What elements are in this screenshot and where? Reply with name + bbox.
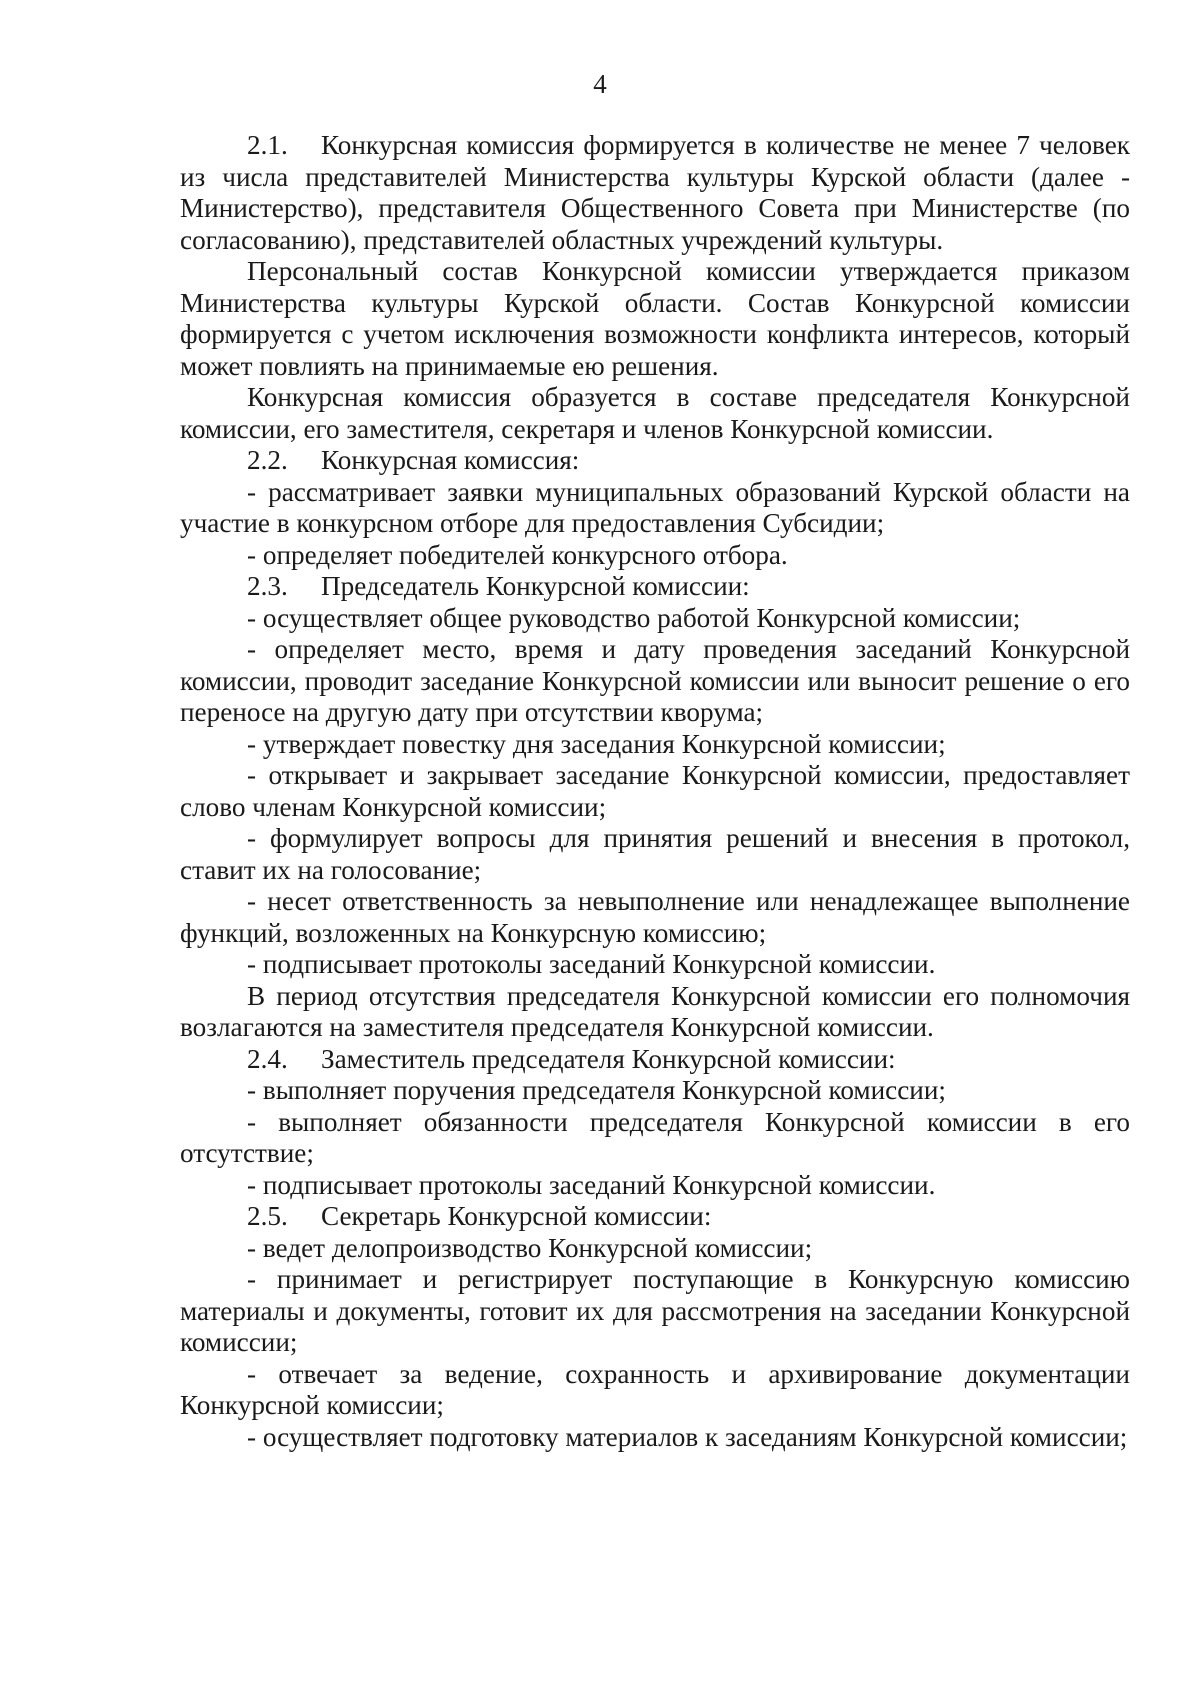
paragraph-text: - отвечает за ведение, сохранность и архивирование документации Конкурсной комиссии;: [180, 1358, 1130, 1420]
paragraph: [180, 1170, 1130, 1202]
paragraph-text: Конкурсная комиссия:: [321, 445, 580, 475]
numbered-paragraph: [180, 445, 1130, 477]
paragraph-text: В период отсутствия председателя Конкурсной комиссии его полномочия возлагаются на заместителя председателя Конкурсной комиссии.: [180, 980, 1130, 1042]
paragraph: [180, 477, 1130, 540]
paragraph: [180, 603, 1130, 635]
numbered-paragraph: [180, 1044, 1130, 1076]
paragraph-text: - осуществляет подготовку материалов к заседаниям Конкурсной комиссии;: [247, 1421, 1128, 1452]
paragraph: [180, 1075, 1130, 1107]
paragraph-text: - выполняет обязанности председателя Конкурсной комиссии в его отсутствие;: [180, 1106, 1130, 1168]
paragraph: [180, 949, 1130, 981]
numbered-paragraph: [180, 571, 1130, 603]
paragraph: [180, 382, 1130, 445]
page-number: 4: [593, 69, 607, 99]
paragraph-text: - принимает и регистрирует поступающие в Конкурсную комиссию материалы и документы, готовит их для рассмотрения на заседании Конкурсной комиссии;: [180, 1264, 1130, 1357]
paragraph-text: - подписывает протоколы заседаний Конкурсной комиссии.: [247, 1169, 936, 1200]
paragraph-text: - формулирует вопросы для принятия решений и внесения в протокол, ставит их на голосование;: [180, 823, 1130, 885]
document-body: [180, 130, 1130, 1453]
paragraph-text: - рассматривает заявки муниципальных образований Курской области на участие в конкурсном отборе для предоставления Субсидии;: [180, 476, 1130, 538]
paragraph: [180, 540, 1130, 572]
paragraph: [180, 1107, 1130, 1170]
paragraph: [180, 1233, 1130, 1265]
paragraph-number: 2.5.: [247, 1201, 288, 1231]
paragraph-text: Персональный состав Конкурсной комиссии утверждается приказом Министерства культуры Курской области. Состав Конкурсной комиссии формируется с учетом исключения возможности конфликта интересов, который может повлиять на принимаемые ею решения.: [180, 256, 1130, 381]
paragraph-number: 2.1.: [247, 130, 288, 160]
paragraph: [180, 634, 1130, 729]
paragraph-number: 2.3.: [247, 571, 288, 601]
paragraph-text: - подписывает протоколы заседаний Конкурсной комиссии.: [247, 949, 936, 979]
paragraph: [180, 1264, 1130, 1359]
paragraph-number: 2.2.: [247, 445, 288, 475]
paragraph: [180, 760, 1130, 823]
numbered-paragraph: [180, 1201, 1130, 1233]
paragraph-text: - выполняет поручения председателя Конкурсной комиссии;: [247, 1075, 946, 1105]
paragraph-text: - определяет место, время и дату проведения заседаний Конкурсной комиссии, проводит заседание Конкурсной комиссии или выносит решение о его переносе на другую дату при отсутствии кворума;: [180, 634, 1130, 727]
paragraph: [180, 256, 1130, 382]
paragraph-text: - осуществляет общее руководство работой Конкурсной комиссии;: [247, 602, 1021, 633]
numbered-paragraph: [180, 130, 1130, 256]
paragraph-text: Секретарь Конкурсной комиссии:: [321, 1201, 712, 1231]
paragraph: [180, 1359, 1130, 1422]
paragraph-text: - несет ответственность за невыполнение или ненадлежащее выполнение функций, возложенных на Конкурсную комиссию;: [180, 886, 1130, 948]
paragraph: [180, 823, 1130, 886]
paragraph: [180, 981, 1130, 1044]
paragraph-text: Конкурсная комиссия образуется в составе председателя Конкурсной комиссии, его заместителя, секретаря и членов Конкурсной комиссии.: [180, 382, 1130, 444]
paragraph-text: - определяет победителей конкурсного отбора.: [247, 539, 788, 570]
paragraph-text: Председатель Конкурсной комиссии:: [321, 571, 750, 601]
paragraph-text: - открывает и закрывает заседание Конкурсной комиссии, предоставляет слово членам Конкурсной комиссии;: [180, 760, 1130, 822]
paragraph: [180, 729, 1130, 761]
paragraph-text: Конкурсная комиссия формируется в количестве не менее 7 человек из числа представителей Министерства культуры Курской области (далее - Министерство), представителя Общественного Совета при Министерстве (по согласованию), представителей областных учреждений культуры.: [180, 130, 1130, 255]
paragraph-text: Заместитель председателя Конкурсной комиссии:: [321, 1043, 896, 1074]
paragraph: [180, 1422, 1130, 1454]
paragraph: [180, 886, 1130, 949]
paragraph-text: - утверждает повестку дня заседания Конкурсной комиссии;: [247, 728, 946, 759]
paragraph-text: - ведет делопроизводство Конкурсной комиссии;: [247, 1232, 813, 1263]
paragraph-number: 2.4.: [247, 1043, 288, 1074]
